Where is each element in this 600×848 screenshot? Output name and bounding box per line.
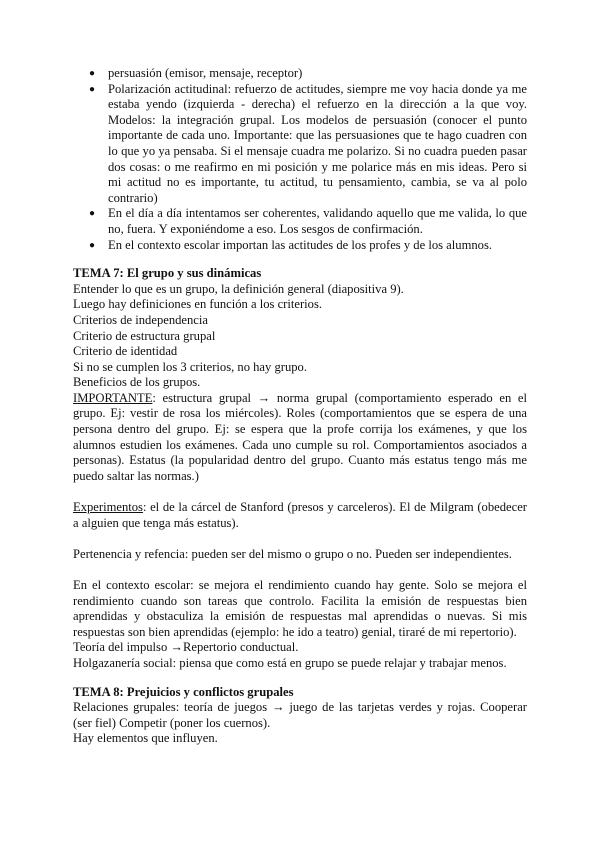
paragraph-line: Criterio de identidad bbox=[73, 344, 178, 359]
teoria-line: Teoría del impulso →Repertorio conductual. bbox=[73, 640, 299, 655]
experimentos-text: : el de la cárcel de Stanford (presos y carceleros). El de Milgram (obedecer a alguien que tenga más estatus). bbox=[73, 500, 527, 530]
importante-label: IMPORTANTE bbox=[73, 390, 153, 405]
bullet-icon: ● bbox=[89, 208, 96, 220]
bullet-icon: ● bbox=[89, 68, 96, 79]
tema7-heading: TEMA 7: El grupo y sus dinámicas bbox=[73, 266, 262, 281]
document-body bbox=[73, 66, 527, 747]
spacer bbox=[73, 531, 527, 547]
contexto-paragraph: En el contexto escolar: se mejora el rendimiento cuando hay gente. Solo se mejora el rendimiento cuando son tareas que controlo. Facilita la emisión de respuestas bien aprendidas y obstaculiza la emisión de respuestas mal aprendidas o nuevas. Si mis respuestas son bien aprendidas (ejemplo: he ido a teatro) genial, tiraré de mi repertorio). bbox=[73, 578, 527, 639]
paragraph-line: Criterios de independencia bbox=[73, 312, 208, 327]
list-item: ● En el día a día intentamos ser coherentes, validando aquello que me valida, lo que no, fuera. Y exponiéndome a eso. Los sesgos de confirmación. bbox=[89, 206, 527, 236]
paragraph-line: Si no se cumplen los 3 criterios, no hay grupo. bbox=[73, 359, 307, 374]
spacer bbox=[73, 484, 527, 500]
experimentos-label: Experimentos bbox=[73, 500, 143, 515]
importante-text: : estructura grupal → norma grupal (comportamiento esperado en el grupo. Ej: vestir de rosa los miércoles). Roles (comportamientos que se espera de una persona dentro del grupo. Ej: se espera que la profe corrija los exámenes, y que los alumnos estudien los exámenes. Cada uno cumple su rol. Comportamientos asociados a personas). Estatus (la popularidad dentro del grupo. Cuanto más estatus tengo más me puedo saltar las normas.) bbox=[73, 390, 527, 483]
experimentos-paragraph bbox=[73, 500, 527, 531]
elementos-line: Hay elementos que influyen. bbox=[73, 731, 218, 746]
list-item: ● persuasión (emisor, mensaje, receptor) bbox=[89, 66, 303, 80]
tema8-heading: TEMA 8: Prejuicios y conflictos grupales bbox=[73, 684, 294, 699]
paragraph-line: Luego hay definiciones en función a los criterios. bbox=[73, 297, 322, 312]
paragraph-line: Beneficios de los grupos. bbox=[73, 375, 201, 390]
paragraph-line: Entender lo que es un grupo, la definición general (diapositiva 9). bbox=[73, 281, 404, 296]
list-item: ● Polarización actitudinal: refuerzo de actitudes, siempre me voy hacia donde ya me estaba yendo (izquierda - derecha) el refuerzo en la dirección a la que voy. Modelos: la integración grupal. Los modelos de persuasión (conocer el punto importante de cada uno. Importante: que las persuasiones que te hago cuadren con lo que yo ya pensaba. Si el mensaje cuadra me polarizo. Si no cuadra pueden pasar dos cosas: o me reafirmo en mi posición y me polarice más en mis ideas. Pero si mi actitud no es importante, tu actitud, tu pensamiento, cambia, se va al polo contrario) bbox=[89, 81, 527, 205]
list-item: ● En el contexto escolar importan las actitudes de los profes y de los alumnos. bbox=[89, 237, 493, 252]
importante-paragraph bbox=[73, 391, 527, 485]
bullet-icon: ● bbox=[89, 83, 96, 95]
paragraph-line: Criterio de estructura grupal bbox=[73, 328, 216, 343]
relaciones-paragraph: Relaciones grupales: teoría de juegos → juego de las tarjetas verdes y rojas. Cooperar (ser fiel) Competir (poner los cuernos). bbox=[73, 700, 527, 730]
holgazaneria-line: Holgazanería social: piensa que como está en grupo se puede relajar y trabajar menos. bbox=[73, 655, 507, 670]
spacer bbox=[73, 562, 527, 578]
bullet-icon: ● bbox=[89, 239, 96, 251]
bullet-list bbox=[73, 66, 527, 253]
pertenencia-paragraph: Pertenencia y refencia: pueden ser del mismo o grupo o no. Pueden ser independientes. bbox=[73, 546, 512, 561]
